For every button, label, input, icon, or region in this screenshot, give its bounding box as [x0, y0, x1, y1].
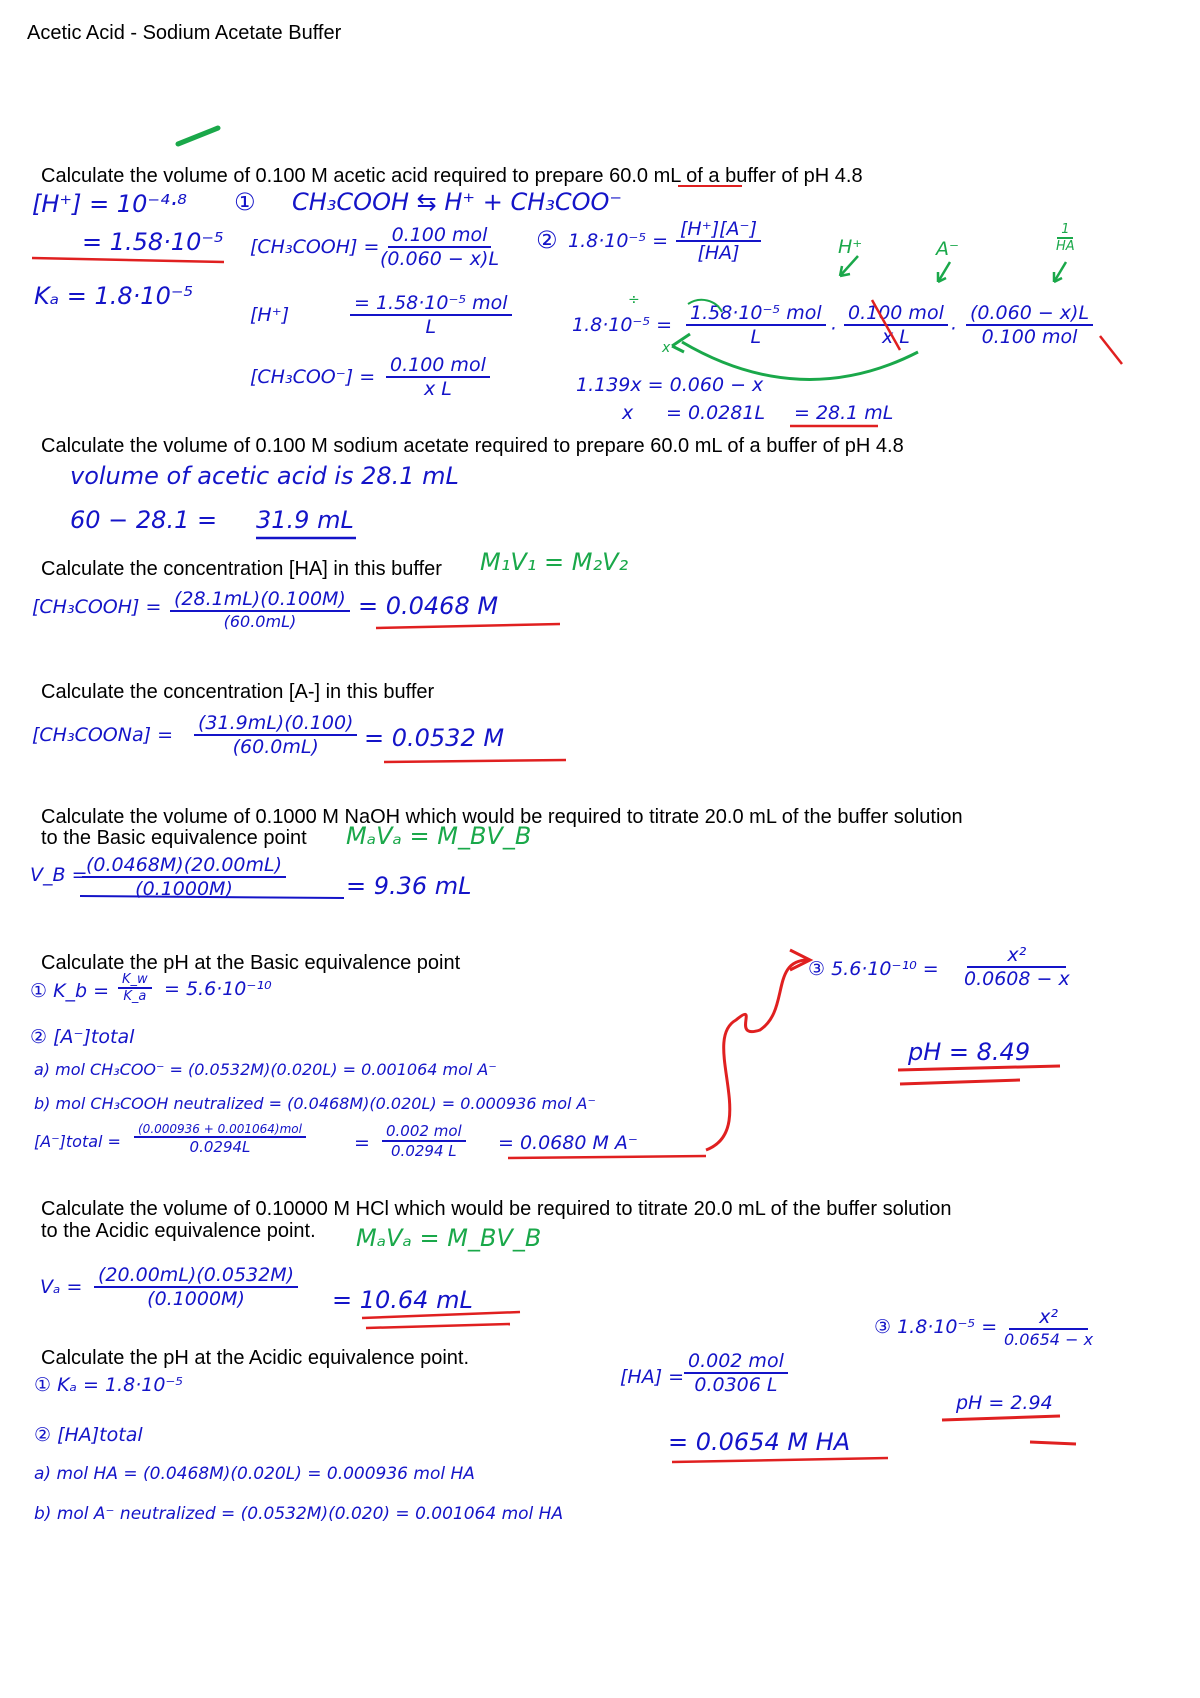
note-h: H⁺ [838, 236, 863, 258]
q6-total-fraction [134, 1122, 306, 1156]
question-8-prompt: Calculate the pH at the Acidic equivalence point. [41, 1347, 470, 1369]
q3-denominator: (60.0mL) [223, 612, 297, 631]
conc-ha-numerator: 0.100 mol [388, 224, 492, 248]
substitution-fraction-2 [844, 302, 948, 348]
q5-answer: = 9.36 mL [346, 872, 472, 900]
q7-step3-fraction [1000, 1306, 1097, 1349]
q6-total-lhs: [A⁻]total = [34, 1132, 121, 1151]
conc-a-lhs: [CH₃COO⁻] = [250, 366, 376, 388]
q5-fraction [82, 854, 286, 900]
q6-total-fraction-2 [382, 1122, 466, 1160]
q6-step3-fraction [960, 944, 1074, 990]
substitution-fraction-3 [966, 302, 1093, 348]
q7-step-3: ③ 1.8·10⁻⁵ = [874, 1316, 998, 1338]
q8-ha-lhs: [HA] = [620, 1366, 685, 1388]
q7-numerator: (20.00mL)(0.0532M) [94, 1264, 298, 1288]
q6-line-b: b) mol CH₃COOH neutralized = (0.0468M)(0.020L) = 0.000936 mol A⁻ [34, 1094, 596, 1113]
substitution-f2-numerator: 0.100 mol [844, 302, 948, 326]
ka-equation-denominator: [HA] [697, 242, 740, 264]
titration-formula-acidic: MₐVₐ = M_BV_B [356, 1224, 542, 1252]
conc-a-fraction [386, 354, 490, 400]
multiply-dot-1: · [830, 318, 837, 340]
q6-total-denominator: 0.0294L [189, 1138, 251, 1156]
q3-answer: = 0.0468 M [358, 592, 499, 620]
conc-ha-lhs: [CH₃COOH] = [250, 236, 380, 258]
q2-line-2: 60 − 28.1 = [70, 506, 218, 534]
page-title: Acetic Acid - Sodium Acetate Buffer [27, 22, 342, 44]
multiply-x-mark: x [662, 340, 671, 356]
q6-kb-fraction [118, 972, 152, 1004]
q7-fraction [94, 1264, 298, 1310]
q4-numerator: (31.9mL)(0.100) [194, 712, 357, 736]
q1-answer: = 28.1 mL [794, 402, 894, 424]
substitution-f3-numerator: (0.060 − x)L [966, 302, 1093, 326]
q8-ha-fraction [684, 1350, 788, 1396]
dissociation-reaction: CH₃COOH ⇆ H⁺ + CH₃COO⁻ [292, 188, 623, 216]
q7-lhs: Vₐ = [40, 1276, 83, 1298]
q8-ha-answer: = 0.0654 M HA [668, 1428, 851, 1456]
q8-step-1: ① Kₐ = 1.8·10⁻⁵ [34, 1374, 184, 1396]
step-1-label: ① [234, 188, 256, 216]
q8-ha-denominator: 0.0306 L [694, 1374, 778, 1396]
q6-total2-denominator: 0.0294 L [391, 1142, 457, 1160]
substitution-f1-numerator: 1.58·10⁻⁵ mol [686, 302, 826, 326]
q7-denominator: (0.1000M) [147, 1288, 245, 1310]
question-1-prompt: Calculate the volume of 0.100 M acetic acid required to prepare 60.0 mL of a buffer of pH 4.8 [41, 165, 863, 187]
q7-ph: pH = 2.94 [956, 1392, 1053, 1414]
conc-h-lhs: [H⁺] [250, 304, 290, 326]
multiply-dot-2: · [950, 318, 957, 340]
q3-fraction [170, 588, 350, 631]
h-concentration-equation: [H⁺] = 10⁻⁴·⁸ [32, 190, 187, 218]
q4-denominator: (60.0mL) [232, 736, 319, 758]
question-6-prompt: Calculate the pH at the Basic equivalence point [41, 952, 461, 974]
q3-numerator: (28.1mL)(0.100M) [170, 588, 350, 612]
q8-line-b: b) mol A⁻ neutralized = (0.0532M)(0.020) = 0.001064 mol HA [34, 1504, 564, 1524]
note-inverse-ha [1052, 222, 1079, 254]
q2-line-1: volume of acetic acid is 28.1 mL [70, 462, 459, 490]
conc-ha-denominator: (0.060 − x)L [380, 248, 500, 270]
note-a: A⁻ [936, 238, 960, 260]
conc-a-denominator: x L [423, 378, 452, 400]
substitution-fraction-1 [686, 302, 826, 348]
note-inverse-denominator: HA [1056, 239, 1075, 254]
conc-h-numerator: = 1.58·10⁻⁵ mol [350, 292, 512, 316]
q7-step3-denominator: 0.0654 − x [1004, 1330, 1094, 1349]
q6-kb-value: = 5.6·10⁻¹⁰ [164, 978, 272, 1000]
q5-lhs: V_B = [30, 864, 88, 886]
substitution-f2-denominator: x L [881, 326, 910, 348]
substitution-f1-denominator: L [750, 326, 762, 348]
q4-lhs: [CH₃COONa] = [32, 724, 173, 746]
q8-ha-numerator: 0.002 mol [684, 1350, 788, 1374]
question-2-prompt: Calculate the volume of 0.100 M sodium acetate required to prepare 60.0 mL of a buffer of pH 4.8 [41, 435, 904, 457]
solve-line-2-x: x [622, 402, 634, 424]
note-inverse-numerator: 1 [1057, 222, 1073, 239]
q8-step-2: ② [HA]total [34, 1424, 143, 1446]
q7-step3-numerator: x² [1009, 1306, 1088, 1330]
q6-kb-denominator: K_a [123, 989, 147, 1004]
question-5-prompt-line-1: Calculate the volume of 0.1000 M NaOH which would be required to titrate 20.0 mL of the buffer solution [41, 806, 963, 828]
question-5-prompt-line-2: to the Basic equivalence point [41, 827, 307, 849]
q6-ph: pH = 8.49 [908, 1038, 1031, 1066]
conc-ha-fraction [376, 224, 503, 270]
conc-a-numerator: 0.100 mol [386, 354, 490, 378]
question-3-prompt: Calculate the concentration [HA] in this buffer [41, 558, 442, 580]
q4-fraction [194, 712, 357, 758]
ka-equation-fraction [676, 218, 761, 264]
substitution-f3-denominator: 0.100 mol [981, 326, 1078, 348]
q5-numerator: (0.0468M)(20.00mL) [82, 854, 286, 878]
ka-equation-lhs: 1.8·10⁻⁵ = [568, 230, 669, 252]
solve-line-1: 1.139x = 0.060 − x [576, 374, 764, 396]
divide-mark: ÷ [628, 292, 640, 308]
q6-line-a: a) mol CH₃COO⁻ = (0.0532M)(0.020L) = 0.001064 mol A⁻ [34, 1060, 497, 1079]
q4-answer: = 0.0532 M [364, 724, 505, 752]
q6-step-2: ② [A⁻]total [30, 1026, 135, 1048]
titration-formula-basic: MₐVₐ = M_BV_B [346, 822, 532, 850]
substitution-lhs: 1.8·10⁻⁵ = [572, 314, 673, 336]
q8-line-a: a) mol HA = (0.0468M)(0.020L) = 0.000936 mol HA [34, 1464, 475, 1484]
q6-total-numerator: (0.000936 + 0.001064)mol [134, 1122, 306, 1138]
question-4-prompt: Calculate the concentration [A-] in this buffer [41, 681, 435, 703]
q6-step3-denominator: 0.0608 − x [964, 968, 1070, 990]
solve-line-2: = 0.0281L [666, 402, 766, 424]
question-7-prompt-line-2: to the Acidic equivalence point. [41, 1220, 316, 1242]
conc-h-denominator: L [425, 316, 437, 338]
conc-h-fraction [350, 292, 512, 338]
q6-total-answer: = 0.0680 M A⁻ [498, 1132, 638, 1154]
ka-value: Kₐ = 1.8·10⁻⁵ [34, 282, 194, 310]
dilution-formula: M₁V₁ = M₂V₂ [480, 548, 629, 576]
q6-step-3: ③ 5.6·10⁻¹⁰ = [808, 958, 939, 980]
step-2-label: ② [536, 226, 558, 254]
q5-denominator: (0.1000M) [135, 878, 233, 900]
q6-total-equals: = [354, 1132, 370, 1154]
q6-step-1: ① K_b = [30, 980, 110, 1002]
q2-answer: 31.9 mL [256, 506, 354, 534]
ka-equation-numerator: [H⁺][A⁻] [676, 218, 761, 242]
q6-total2-numerator: 0.002 mol [382, 1122, 466, 1142]
q6-kb-numerator: K_w [118, 972, 152, 989]
q7-answer: = 10.64 mL [332, 1286, 473, 1314]
h-concentration-value: = 1.58·10⁻⁵ [82, 228, 224, 256]
q6-step3-numerator: x² [967, 944, 1066, 968]
q3-lhs: [CH₃COOH] = [32, 596, 162, 618]
question-7-prompt-line-1: Calculate the volume of 0.10000 M HCl which would be required to titrate 20.0 mL of the buffer solution [41, 1198, 952, 1220]
